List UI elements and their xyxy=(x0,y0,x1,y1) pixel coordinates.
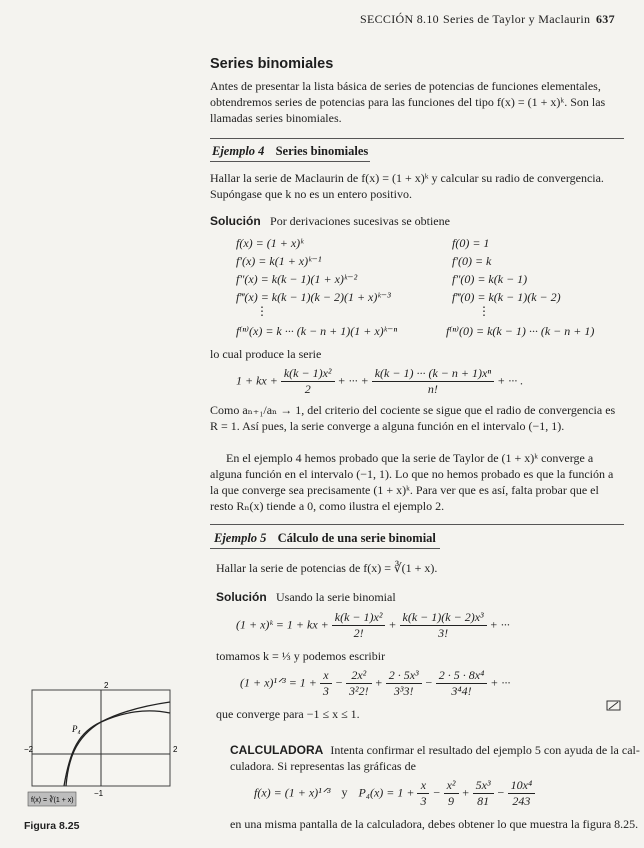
cube-prefix: (1 + x)¹ᐟ³ = 1 + xyxy=(240,675,317,690)
figure-label-p4: P₄ xyxy=(72,724,81,734)
series-frac-2-den: n! xyxy=(427,382,438,396)
section-title: Series binomiales xyxy=(210,56,334,72)
cube-frac-2-num: 2x² xyxy=(346,668,372,684)
binom-prefix: (1 + x)ᵏ = 1 + kx + xyxy=(236,617,329,632)
example4-label: Ejemplo 4 xyxy=(212,144,265,158)
example5-solution-label: Solución xyxy=(216,590,267,604)
deriv-left-0: f(x) = (1 + x)ᵏ xyxy=(236,236,304,250)
deriv-right-3: f‴(0) = k(k − 1)(k − 2) xyxy=(452,290,561,304)
calculator-f: f(x) = (1 + x)¹ᐟ³ xyxy=(254,785,331,800)
example4-solution-heading xyxy=(210,214,450,229)
figure-label-bottom: −1 xyxy=(94,789,104,798)
p4-frac-2 xyxy=(444,778,459,809)
cube-frac-3-num: 2 · 5x³ xyxy=(386,668,422,684)
deriv-left-2: f″(x) = k(k − 1)(1 + x)ᵏ⁻² xyxy=(236,272,358,286)
cube-minus-2: − xyxy=(424,675,433,690)
cube-frac-4-num: 2 · 5 · 8x⁴ xyxy=(436,668,488,684)
bridge-line-3: la que converge sea precisamente (1 + x)ᵏ. Para ver que es así, falta probar que el xyxy=(210,483,599,497)
cube-frac-1-num: x xyxy=(320,668,332,684)
calculator-text-1: Intenta confirmar el resultado del ejemplo 5 con ayuda de la cal- xyxy=(330,743,640,757)
binom-frac-2 xyxy=(400,610,487,641)
p4-frac-1-den: 3 xyxy=(420,794,427,808)
calculator-line-1 xyxy=(230,742,640,759)
binom-frac-1-den: 2! xyxy=(353,626,364,640)
intro-line-2: obtendremos series de potencias para las funciones del tipo f(x) = (1 + x)ᵏ. Son las xyxy=(210,95,606,109)
example4-title-underline xyxy=(210,161,370,162)
cube-root-series xyxy=(240,668,510,699)
series-prefix: 1 + kx + xyxy=(236,373,278,388)
binom-frac-2-num: k(k − 1)(k − 2)x³ xyxy=(400,610,487,626)
example4-statement-1: Hallar la serie de Maclaurin de f(x) = (1 + x)ᵏ y calcular su radio de convergencia. xyxy=(210,171,604,185)
series-frac-1-num: k(k − 1)x² xyxy=(281,366,335,382)
example5-solution-text: Usando la serie binomial xyxy=(276,590,396,604)
cube-plus-1: + xyxy=(374,675,383,690)
binomial-series xyxy=(236,610,510,641)
intro-line-1: Antes de presentar la lista básica de series de potencias de funciones elementales, xyxy=(210,79,601,93)
example4-series xyxy=(236,366,523,397)
binom-frac-2-den: 3! xyxy=(438,626,449,640)
p4-frac-4 xyxy=(508,778,536,809)
p4-minus-2: − xyxy=(496,785,505,800)
figure-8-25 xyxy=(24,680,184,810)
calculator-line-2: culadora. Si representas las gráficas de xyxy=(230,759,416,773)
binom-suffix: + ··· xyxy=(489,617,510,632)
page-number: 637 xyxy=(596,12,615,26)
calculator-line-3: en una misma pantalla de la calculadora, debes obtener lo que muestra la figura 8.25. xyxy=(230,817,639,831)
p4-frac-1 xyxy=(417,778,429,809)
series-frac-2-num: k(k − 1) ··· (k − n + 1)xⁿ xyxy=(372,366,494,382)
figure-caption: Figura 8.25 xyxy=(24,820,80,832)
cube-frac-2 xyxy=(346,668,372,699)
example5-label: Ejemplo 5 xyxy=(214,531,267,545)
example4-heading xyxy=(212,144,368,159)
binom-frac-1 xyxy=(332,610,386,641)
example4-title: Series binomiales xyxy=(275,144,369,158)
running-header-topic: Series de Taylor y Maclaurin xyxy=(443,12,591,26)
bridge-line-4: resto Rₙ(x) tiende a 0, como ilustra el ejemplo 2. xyxy=(210,499,445,513)
deriv-right-1: f′(0) = k xyxy=(452,254,492,268)
example5-converges: que converge para −1 ≤ x ≤ 1. xyxy=(216,707,360,721)
deriv-right-4: ⋮ xyxy=(478,304,490,318)
series-mid: + ··· + xyxy=(337,373,369,388)
example4-top-rule xyxy=(210,138,624,139)
ratio-line-1: Como aₙ₊₁/aₙ → 1, del criterio del cociente se sigue que el radio de convergencia es xyxy=(210,403,616,417)
bridge-line-2: alguna función en el intervalo (−1, 1). Lo que no hemos probado es que la función a xyxy=(210,467,614,481)
p4-frac-3 xyxy=(473,778,494,809)
calculator-p4-prefix: P₄(x) = 1 + xyxy=(358,785,415,800)
cube-frac-1 xyxy=(320,668,332,699)
end-of-example-icon xyxy=(606,700,622,712)
calculator-formula xyxy=(254,778,535,809)
figure-label-f: f(x) = ∛(1 + x) xyxy=(31,797,74,804)
figure-label-left: −2 xyxy=(24,745,34,754)
p4-frac-3-den: 81 xyxy=(477,794,490,808)
p4-frac-4-den: 243 xyxy=(512,794,531,808)
deriv-left-1: f′(x) = k(1 + x)ᵏ⁻¹ xyxy=(236,254,322,268)
cube-frac-2-den: 3²2! xyxy=(349,684,369,698)
p4-frac-2-den: 9 xyxy=(448,794,455,808)
p4-frac-3-num: 5x³ xyxy=(473,778,494,794)
cube-minus-1: − xyxy=(334,675,343,690)
example4-solution-label: Solución xyxy=(210,214,261,228)
example5-take-k: tomamos k = ⅓ y podemos escribir xyxy=(216,649,386,663)
cube-frac-4-den: 3⁴4! xyxy=(451,684,472,698)
ratio-line-2: R = 1. Así pues, la serie converge a alguna función en el intervalo (−1, 1). xyxy=(210,419,565,433)
deriv-right-0: f(0) = 1 xyxy=(452,236,490,250)
deriv-left-5: f⁽ⁿ⁾(x) = k ··· (k − n + 1)(1 + x)ᵏ⁻ⁿ xyxy=(236,324,398,338)
series-frac-2 xyxy=(372,366,494,397)
series-frac-1-den: 2 xyxy=(304,382,311,396)
deriv-left-4: ⋮ xyxy=(256,304,268,318)
calculator-and: y xyxy=(341,785,348,800)
binom-plus: + xyxy=(388,617,397,632)
cube-frac-3-den: 3³3! xyxy=(393,684,414,698)
example4-solution-text: Por derivaciones sucesivas se obtiene xyxy=(270,214,450,228)
series-frac-1 xyxy=(281,366,335,397)
deriv-right-2: f″(0) = k(k − 1) xyxy=(452,272,528,286)
running-header-section: SECCIÓN 8.10 xyxy=(360,12,439,26)
p4-frac-1-num: x xyxy=(417,778,429,794)
figure-label-right: 2 xyxy=(173,745,178,754)
figure-label-top: 2 xyxy=(104,681,109,690)
deriv-left-3: f‴(x) = k(k − 1)(k − 2)(1 + x)ᵏ⁻³ xyxy=(236,290,391,304)
cube-frac-3 xyxy=(386,668,422,699)
calculator-label: CALCULADORA xyxy=(230,743,324,757)
example5-title: Cálculo de una serie binomial xyxy=(277,531,436,545)
example5-solution-heading xyxy=(216,590,396,605)
intro-line-3: llamadas series binomiales. xyxy=(210,111,342,125)
p4-frac-2-num: x² xyxy=(444,778,459,794)
example5-heading xyxy=(214,531,436,546)
example4-statement-2: Supóngase que k no es un entero positivo. xyxy=(210,187,412,201)
cube-suffix: + ··· xyxy=(490,675,511,690)
series-suffix: + ··· . xyxy=(497,373,524,388)
example5-statement: Hallar la serie de potencias de f(x) = ∛(1 + x). xyxy=(216,561,438,575)
p4-minus-1: − xyxy=(432,785,441,800)
example5-top-rule xyxy=(210,524,624,525)
cube-frac-4 xyxy=(436,668,488,699)
p4-frac-4-num: 10x⁴ xyxy=(508,778,536,794)
bridge-line-1: En el ejemplo 4 hemos probado que la serie de Taylor de (1 + x)ᵏ converge a xyxy=(226,451,594,465)
example5-title-underline xyxy=(210,548,440,549)
example4-produces: lo cual produce la serie xyxy=(210,347,322,361)
p4-plus-1: + xyxy=(461,785,470,800)
cube-frac-1-den: 3 xyxy=(322,684,329,698)
deriv-right-5: f⁽ⁿ⁾(0) = k(k − 1) ··· (k − n + 1) xyxy=(446,324,595,338)
binom-frac-1-num: k(k − 1)x² xyxy=(332,610,386,626)
